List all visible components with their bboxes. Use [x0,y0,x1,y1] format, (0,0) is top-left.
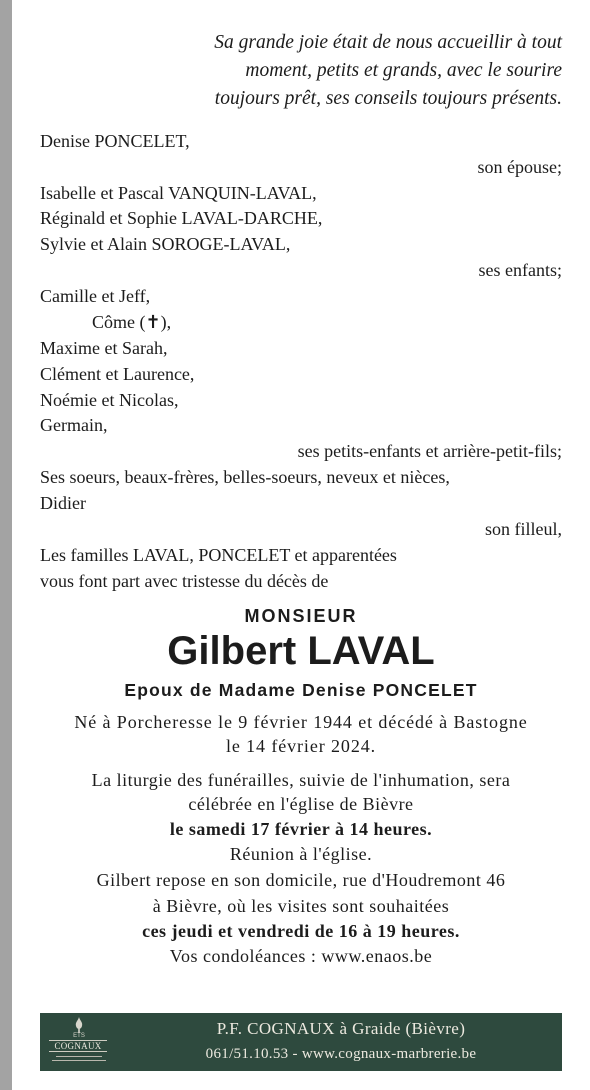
quote-line: toujours prêt, ses conseils toujours présents. [214,88,562,109]
children-role: ses enfants; [478,260,562,280]
great-grandchild: Côme (✝), [92,312,172,332]
siblings-line: Ses soeurs, beaux-frères, belles-soeurs, neveux et nièces, [40,467,450,487]
child-couple: Sylvie et Alain SOROGE-LAVAL, [40,234,291,254]
godchild-role: son filleul, [485,519,562,539]
ceremony-date: le samedi 17 février à 14 heures. [169,819,433,839]
logo-divider [56,1056,102,1057]
quote-line: Sa grande joie était de nous accueillir à tout [214,32,562,53]
deceased-spouse-line: Epoux de Madame Denise PONCELET [124,680,478,700]
flame-icon [73,1017,85,1033]
logo-name: COGNAUX [49,1040,107,1052]
rest-line: à Bièvre, où les visites sont souhaitées [152,896,450,916]
spouse-name: Denise PONCELET, [40,131,190,151]
logo-divider [52,1060,106,1061]
families-line: Les familles LAVAL, PONCELET et apparentées [40,545,397,565]
grandchild: Maxime et Sarah, [40,338,168,358]
ceremony-meeting: Réunion à l'église. [229,844,373,864]
grandchild: Germain, [40,415,108,435]
spouse-role: son épouse; [477,157,562,177]
rest-line: Gilbert repose en son domicile, rue d'Houdremont 46 [96,870,506,890]
grandchild: Camille et Jeff, [40,286,151,306]
ceremony-line: La liturgie des funérailles, suivie de l'inhumation, sera [91,770,511,790]
quote-line: moment, petits et grands, avec le sourire [245,60,562,81]
company-logo [48,1016,110,1068]
funeral-home-banner [40,1013,562,1071]
left-border [0,0,12,1090]
deceased-title: MONSIEUR [244,606,358,626]
godchild-name: Didier [40,493,86,513]
grandchildren-role: ses petits-enfants et arrière-petit-fils; [297,441,562,461]
company-name: P.F. COGNAUX à Graide (Bièvre) [216,1019,466,1038]
grandchild: Noémie et Nicolas, [40,390,179,410]
deceased-name: Gilbert LAVAL [167,629,435,673]
grandchild: Clément et Laurence, [40,364,195,384]
logo-ets: ETS [73,1033,85,1039]
child-couple: Isabelle et Pascal VANQUIN-LAVAL, [40,183,317,203]
child-couple: Réginald et Sophie LAVAL-DARCHE, [40,208,323,228]
ceremony-line: célébrée en l'église de Bièvre [188,794,414,814]
condolences-line: Vos condoléances : www.enaos.be [169,946,433,966]
birth-death-line: Né à Porcheresse le 9 février 1944 et décédé à Bastogne [74,712,528,732]
birth-death-line: le 14 février 2024. [225,736,377,756]
company-contact: 061/51.10.53 - www.cognaux-marbrerie.be [205,1046,477,1062]
announcement-line: vous font part avec tristesse du décès de [40,571,329,591]
visits-line: ces jeudi et vendredi de 16 à 19 heures. [142,921,460,941]
